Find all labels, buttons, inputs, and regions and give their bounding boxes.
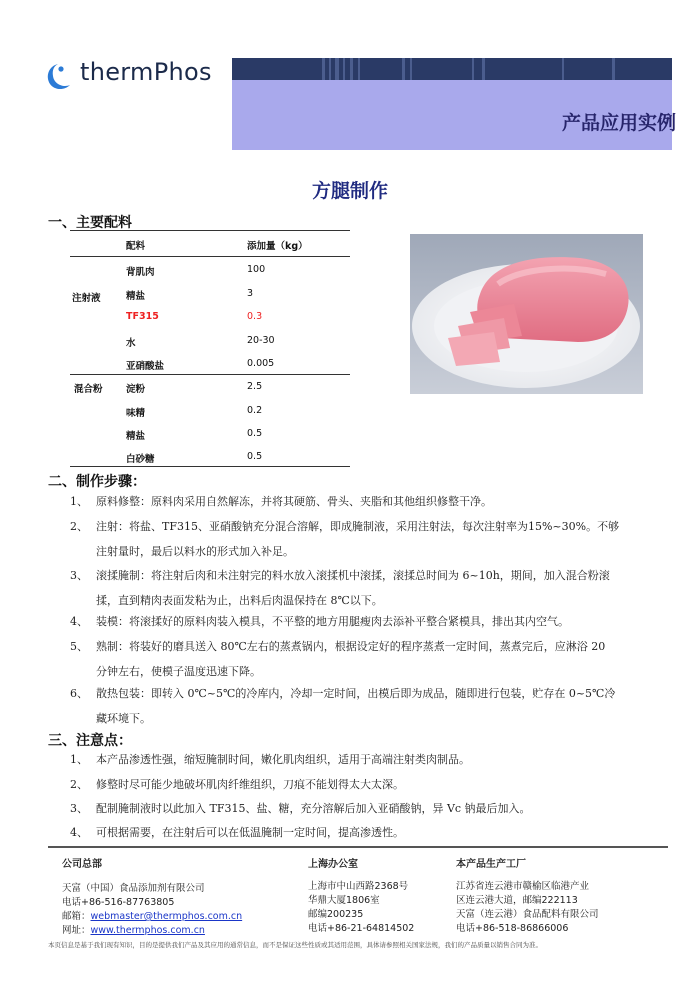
step-item xyxy=(70,492,660,512)
section-heading-steps: 二、制作步骤： xyxy=(48,474,146,490)
footer-shanghai-line: 邮编200235 xyxy=(308,909,364,920)
step-text: 装模：将滚揉好的原料肉装入模具，不平整的地方用腿瘦肉去添补平整合紧模具，排出其内空气。 xyxy=(96,615,569,628)
ingredient-amount: 100 xyxy=(247,264,266,275)
step-text-continued: 注射量时，最后以料水的形式加入补足。 xyxy=(96,545,294,558)
ham-photo xyxy=(410,234,643,394)
note-number: 3、 xyxy=(70,802,88,815)
ingredient-amount: 3 xyxy=(247,288,254,299)
note-text: 配制腌制液时以此加入 TF315、盐、糖，充分溶解后加入亚硝酸钠，异 Vc 钠最后加入。 xyxy=(96,802,531,815)
step-text: 散热包装：即转入 0℃~5℃的冷库内，冷却一定时间，出模后即为成品，随即进行包装，贮存在 0~5℃冷 xyxy=(96,687,616,700)
company-logo xyxy=(44,56,244,96)
step-number: 1、 xyxy=(70,495,88,508)
step-text: 熟制：将装好的磨具送入 80℃左右的蒸煮锅内，根据设定好的程序蒸煮一定时间，蒸煮完后，应淋浴 20 xyxy=(96,640,606,653)
step-item xyxy=(70,517,660,562)
footer-factory-line: 区连云港大道，邮编222113 xyxy=(456,895,578,906)
note-number: 1、 xyxy=(70,753,88,766)
ingredient-name: 淀粉 xyxy=(126,384,146,395)
web-label: 网址： xyxy=(62,925,91,936)
crescent-logo-icon xyxy=(44,62,72,92)
group-label: 注射液 xyxy=(72,293,101,304)
ingredient-name: 背肌肉 xyxy=(126,267,155,278)
step-number: 5、 xyxy=(70,640,88,653)
section-heading-ingredients: 一、主要配料 xyxy=(48,215,132,231)
step-text-continued: 揉，直到精肉表面发粘为止，出料后肉温保持在 8℃以下。 xyxy=(96,594,383,607)
section-heading-notes: 三、注意点： xyxy=(48,733,132,749)
footer-hq-phone: 电话+86-516-87763805 xyxy=(62,897,175,908)
note-text: 可根据需要，在注射后可以在低温腌制一定时间，提高渗透性。 xyxy=(96,826,404,839)
table-header-rule xyxy=(70,256,350,257)
note-item xyxy=(70,799,660,819)
footer-factory-line: 电话+86-518-86866006 xyxy=(456,923,569,934)
banner-title: 产品应用实例 xyxy=(561,112,676,134)
ingredient-amount: 20-30 xyxy=(247,335,275,346)
step-item xyxy=(70,612,660,632)
footer-hq-web-row xyxy=(62,924,205,938)
ingredient-amount: 0.2 xyxy=(247,405,263,416)
step-item xyxy=(70,566,660,611)
ingredient-amount: 0.5 xyxy=(247,451,263,462)
step-number: 2、 xyxy=(70,520,88,533)
header-barcode-strip xyxy=(232,58,672,80)
ingredient-name: 水 xyxy=(126,338,136,349)
footer-factory-line: 天富（连云港）食品配料有限公司 xyxy=(456,909,599,920)
note-number: 4、 xyxy=(70,826,88,839)
ingredient-name-highlight: TF315 xyxy=(126,311,159,322)
footer-factory-line: 江苏省连云港市赣榆区临港产业 xyxy=(456,881,590,892)
step-text: 滚揉腌制：将注射后肉和未注射完的料水放入滚揉机中滚揉，滚揉总时间为 6~10h，期间，加入混合粉滚 xyxy=(96,569,610,582)
note-number: 2、 xyxy=(70,778,88,791)
note-item xyxy=(70,750,660,770)
ingredient-name: 精盐 xyxy=(126,431,146,442)
note-item xyxy=(70,775,660,795)
document-title: 方腿制作 xyxy=(311,180,388,202)
footer-hq-email-row xyxy=(62,910,242,924)
table-header-amount: 添加量（kg） xyxy=(247,241,308,252)
footer-hq-heading: 公司总部 xyxy=(62,859,102,870)
footer-divider xyxy=(48,846,668,848)
step-item xyxy=(70,684,660,729)
table-top-rule xyxy=(70,230,350,231)
footer-shanghai-line: 上海市中山西路2368号 xyxy=(308,881,409,892)
note-item xyxy=(70,823,660,843)
email-label: 邮箱： xyxy=(62,911,91,922)
step-number: 3、 xyxy=(70,569,88,582)
step-text-continued: 分钟左右，使模子温度迅速下降。 xyxy=(96,665,261,678)
table-bottom-rule xyxy=(70,466,350,467)
footer-disclaimer: 本页信息是基于我们现有知识，目的是提供我们产品及其应用的通常信息，而不是保证这些性质或其适用范围，具体请参照相关国家法规，我们的产品质量以销售合同为准。 xyxy=(48,941,542,949)
ingredient-name: 亚硝酸盐 xyxy=(126,361,165,372)
step-text-continued: 藏环境下。 xyxy=(96,712,151,725)
ingredient-amount: 0.5 xyxy=(247,428,263,439)
ingredient-amount: 2.5 xyxy=(247,381,263,392)
note-text: 本产品渗透性强，缩短腌制时间，嫩化肌肉组织，适用于高端注射类肉制品。 xyxy=(96,753,470,766)
website-link[interactable]: www.thermphos.com.cn xyxy=(90,925,205,936)
table-group-rule xyxy=(70,374,350,375)
email-link[interactable]: webmaster@thermphos.com.cn xyxy=(90,911,243,922)
ingredient-amount-highlight: 0.3 xyxy=(247,311,263,322)
table-header-ingredient: 配料 xyxy=(126,241,146,252)
step-item xyxy=(70,637,660,682)
footer-shanghai-heading: 上海办公室 xyxy=(308,859,358,870)
ingredient-amount: 0.005 xyxy=(247,358,275,369)
footer-shanghai-line: 电话+86-21-64814502 xyxy=(308,923,415,934)
note-text: 修整时尽可能少地破坏肌肉纤维组织，刀痕不能划得太大太深。 xyxy=(96,778,404,791)
logo-text: thermPhos xyxy=(80,58,212,86)
step-text: 注射：将盐、TF315、亚硝酸钠充分混合溶解，即成腌制液，采用注射法，每次注射率为15%~30%。不够 xyxy=(96,520,620,533)
ingredient-name: 味精 xyxy=(126,408,146,419)
footer-factory-heading: 本产品生产工厂 xyxy=(456,859,526,870)
ingredient-name: 精盐 xyxy=(126,291,146,302)
group-label: 混合粉 xyxy=(74,384,103,395)
step-number: 4、 xyxy=(70,615,88,628)
ingredient-name: 白砂糖 xyxy=(126,454,155,465)
footer-hq-company: 天富（中国）食品添加剂有限公司 xyxy=(62,883,205,894)
footer-shanghai-line: 华鼎大厦1806室 xyxy=(308,895,380,906)
step-number: 6、 xyxy=(70,687,88,700)
step-text: 原料修整：原料肉采用自然解冻，并将其硬筋、骨头、夹脂和其他组织修整干净。 xyxy=(96,495,492,508)
